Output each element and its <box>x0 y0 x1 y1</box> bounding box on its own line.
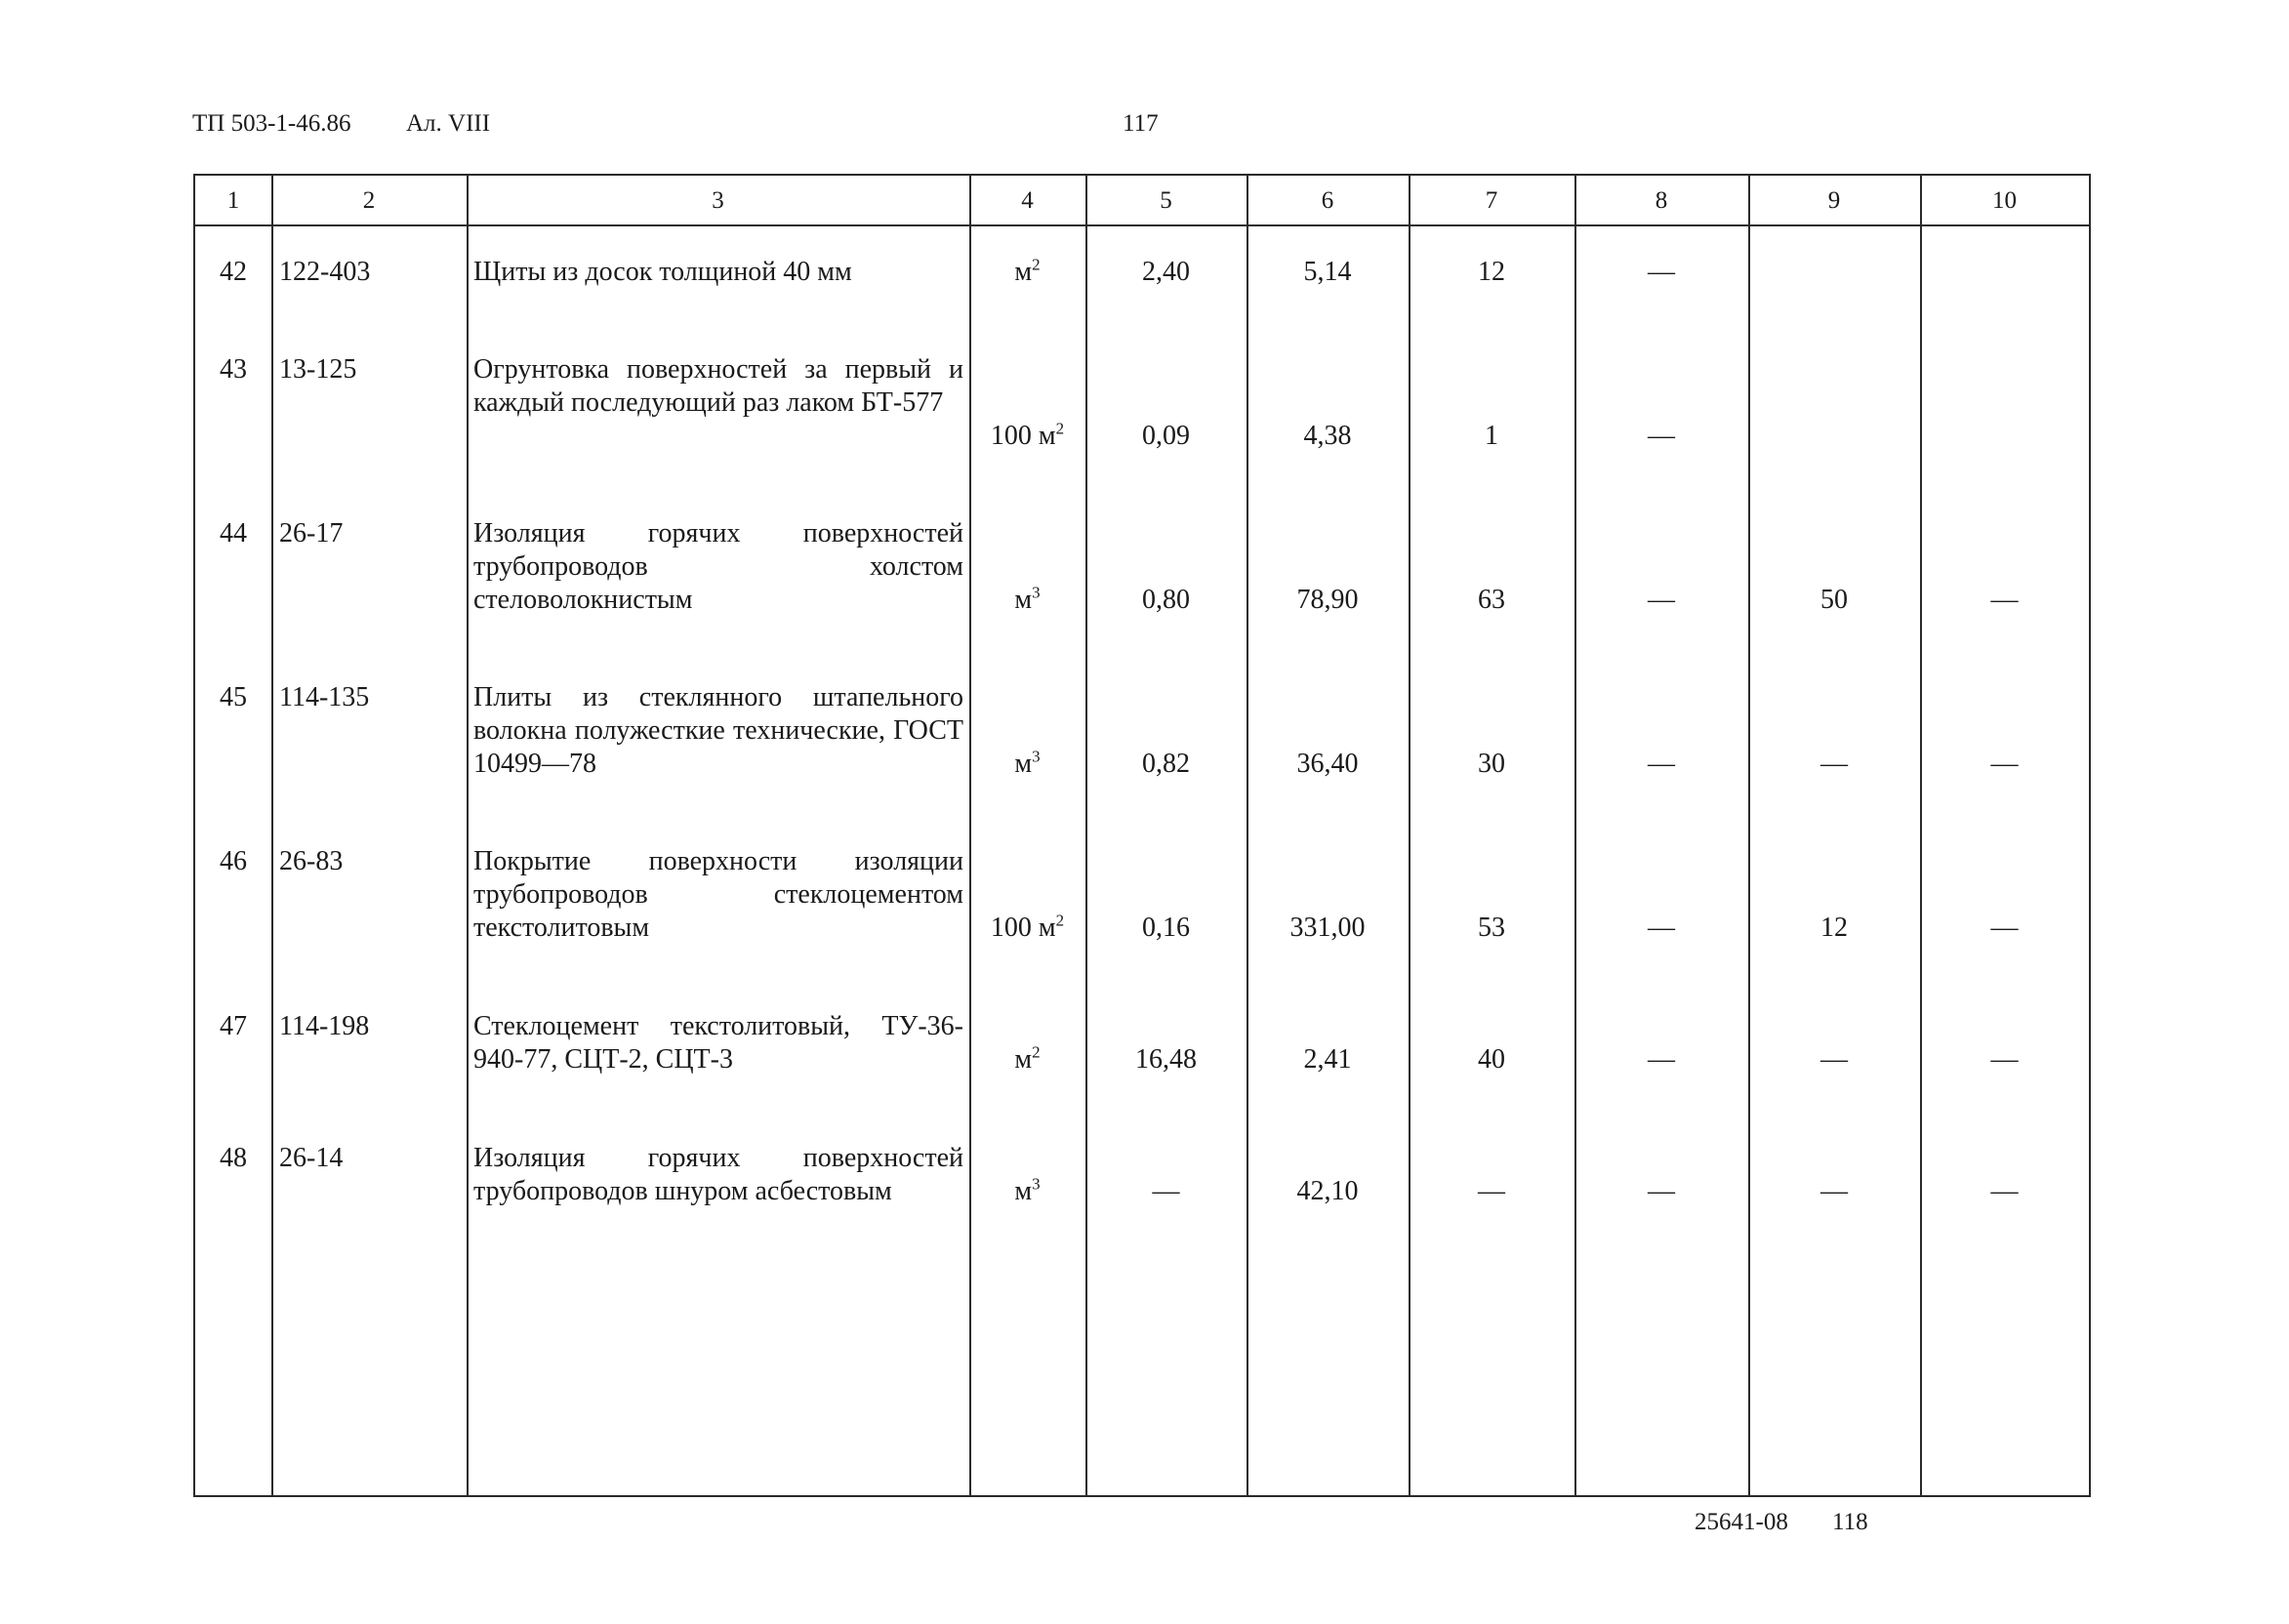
quantity-cell: 0,16 <box>1142 913 1190 943</box>
row-number: 44 <box>220 518 247 548</box>
unit-of-measure <box>969 584 1085 617</box>
work-name: Изоляция горячих поверхностей трубопроводов шнуром асбестовым <box>473 1143 963 1206</box>
work-name: Плиты из стеклянного штапельного волокна полужесткие технические, ГОСТ 10499—78 <box>473 682 963 779</box>
quantity-cell: 0,82 <box>1142 749 1190 779</box>
column-divider <box>1920 176 1922 1495</box>
norm-code: 13-125 <box>279 354 357 385</box>
album-number: Ал. VIII <box>406 110 491 137</box>
column-9-cell: 12 <box>1820 913 1848 943</box>
work-name: Огрунтовка поверхностей за первый и каждый последующий раз лаком БТ-577 <box>473 354 963 418</box>
column-10-cell: — <box>1990 585 2019 615</box>
column-8-cell: — <box>1648 749 1675 779</box>
column-number-header: 1 <box>226 187 240 214</box>
cost-cell: 30 <box>1478 749 1505 779</box>
column-9-cell: 50 <box>1820 585 1848 615</box>
unit-text: 100 м <box>990 913 1056 943</box>
column-number-header: 6 <box>1321 187 1334 214</box>
quantity-cell: 2,40 <box>1142 257 1190 287</box>
cost-cell: 63 <box>1478 585 1505 615</box>
column-number-header: 7 <box>1485 187 1498 214</box>
footer-document-code: 25641-08 <box>1695 1509 1788 1535</box>
unit-exponent: 3 <box>1032 583 1041 602</box>
quantity-cell: 0,09 <box>1142 421 1190 451</box>
unit-exponent: 2 <box>1032 1042 1041 1062</box>
unit-exponent: 2 <box>1055 911 1065 930</box>
column-divider <box>1247 176 1248 1495</box>
quantity-cell: — <box>1152 1176 1180 1206</box>
column-number-header: 4 <box>1021 187 1034 214</box>
document-code: ТП 503-1-46.86 <box>192 110 351 137</box>
price-cell: 42,10 <box>1296 1176 1359 1206</box>
column-divider <box>969 176 971 1495</box>
unit-exponent: 2 <box>1055 419 1065 438</box>
column-number-header: 3 <box>712 187 724 214</box>
column-divider <box>1085 176 1087 1495</box>
row-number: 48 <box>220 1143 247 1173</box>
unit-of-measure <box>969 912 1085 945</box>
column-8-cell: — <box>1648 257 1675 287</box>
column-divider <box>1409 176 1410 1495</box>
norm-code: 114-198 <box>279 1011 370 1041</box>
row-number: 45 <box>220 682 247 712</box>
cost-cell: 40 <box>1478 1044 1505 1075</box>
work-name: Покрытие поверхности изоляции трубопроводов стеклоцементом текстолитовым <box>473 846 963 943</box>
column-number-header: 8 <box>1655 187 1668 214</box>
price-cell: 78,90 <box>1296 585 1359 615</box>
work-name: Стеклоцемент текстолитовый, ТУ-36-940-77, СЦТ-2, СЦТ-3 <box>473 1011 963 1075</box>
unit-text: 100 м <box>990 421 1056 451</box>
unit-text: м <box>1014 1044 1033 1075</box>
unit-of-measure <box>969 748 1085 781</box>
norm-code: 26-14 <box>279 1143 344 1173</box>
unit-exponent: 3 <box>1032 747 1041 766</box>
unit-of-measure <box>969 1175 1085 1208</box>
row-number: 47 <box>220 1011 247 1041</box>
column-9-cell: — <box>1820 1176 1848 1206</box>
column-9-cell: — <box>1820 749 1848 779</box>
column-8-cell: — <box>1648 421 1675 451</box>
quantity-cell: 16,48 <box>1135 1044 1197 1075</box>
norm-code: 26-83 <box>279 846 344 876</box>
unit-of-measure <box>969 1043 1085 1076</box>
unit-of-measure <box>969 256 1085 289</box>
unit-text: м <box>1014 257 1033 287</box>
column-number-header: 9 <box>1827 187 1841 214</box>
specification-table <box>193 174 2091 1497</box>
cost-cell: — <box>1478 1176 1505 1206</box>
norm-code: 114-135 <box>279 682 370 712</box>
column-divider <box>1748 176 1750 1495</box>
row-number: 43 <box>220 354 247 385</box>
norm-code: 26-17 <box>279 518 344 548</box>
norm-code: 122-403 <box>279 257 371 287</box>
column-8-cell: — <box>1648 585 1675 615</box>
cost-cell: 12 <box>1478 257 1505 287</box>
price-cell: 4,38 <box>1303 421 1352 451</box>
cost-cell: 1 <box>1485 421 1498 451</box>
page-number: 117 <box>1123 110 1159 137</box>
unit-text: м <box>1014 585 1033 615</box>
column-10-cell: — <box>1990 1044 2019 1075</box>
column-10-cell: — <box>1990 749 2019 779</box>
column-number-header: 5 <box>1160 187 1172 214</box>
column-9-cell: — <box>1820 1044 1848 1075</box>
row-number: 42 <box>220 257 247 287</box>
price-cell: 36,40 <box>1296 749 1359 779</box>
work-name: Щиты из досок толщиной 40 мм <box>473 257 852 287</box>
price-cell: 5,14 <box>1303 257 1352 287</box>
price-cell: 331,00 <box>1289 913 1366 943</box>
column-8-cell: — <box>1648 1176 1675 1206</box>
footer-page-number: 118 <box>1832 1509 1868 1535</box>
column-divider <box>1574 176 1576 1495</box>
column-number-header: 2 <box>362 187 376 214</box>
unit-of-measure <box>969 420 1085 453</box>
column-8-cell: — <box>1648 913 1675 943</box>
column-8-cell: — <box>1648 1044 1675 1075</box>
unit-exponent: 3 <box>1032 1174 1041 1194</box>
column-number-header: 10 <box>1992 187 2017 214</box>
cost-cell: 53 <box>1478 913 1505 943</box>
unit-text: м <box>1014 749 1033 779</box>
price-cell: 2,41 <box>1303 1044 1352 1075</box>
row-number: 46 <box>220 846 247 876</box>
column-10-cell: — <box>1990 1176 2019 1206</box>
column-10-cell: — <box>1990 913 2019 943</box>
unit-exponent: 2 <box>1032 255 1041 274</box>
work-name: Изоляция горячих поверхностей трубопроводов холстом стеловолокнистым <box>473 518 963 615</box>
unit-text: м <box>1014 1176 1033 1206</box>
quantity-cell: 0,80 <box>1142 585 1190 615</box>
